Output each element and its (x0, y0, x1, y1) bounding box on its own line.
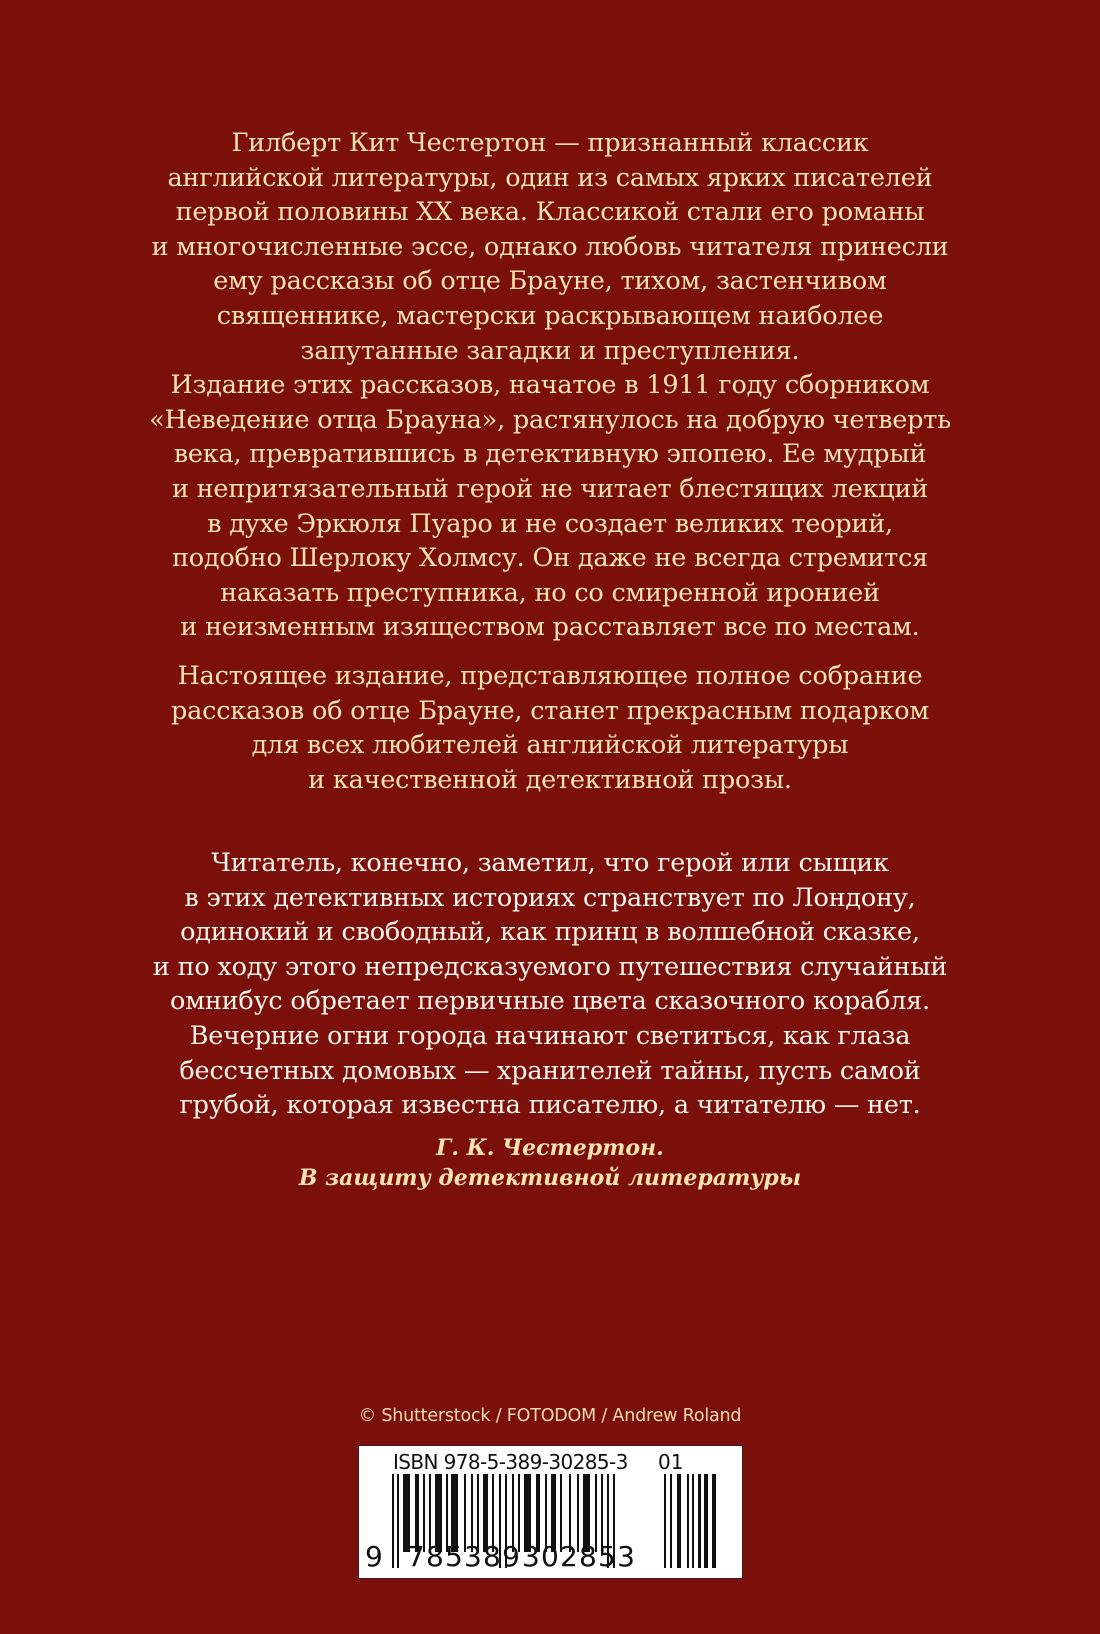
text-line: запутанные загадки и преступления. (300, 335, 800, 366)
text-line: и неизменным изяществом расставляет все по местам. (180, 612, 920, 643)
isbn-barcode (359, 1446, 742, 1578)
text-line: века, превратившись в детективную эпопею. Ее мудрый (173, 439, 927, 470)
text-line: первой половины XX века. Классикой стали его романы (175, 197, 925, 228)
quote-line: омнибус обретает первичные цвета сказочного корабля. (170, 986, 930, 1017)
text-line: английской литературы, один из самых ярких писателей (167, 162, 933, 193)
chesterton-quote (0, 846, 1100, 1123)
quote-line: в этих детективных историях странствует по Лондону, (184, 882, 916, 913)
text-line: священнике, мастерски раскрывающем наиболее (216, 300, 884, 331)
text-line: «Неведение отца Брауна», растянулось на добрую четверть (149, 404, 951, 435)
barcode-digits-left: 785389 (407, 1540, 522, 1573)
attribution-source: В защиту детективной литературы (298, 1165, 802, 1191)
text-line: и многочисленные эссе, однако любовь читателя принесли (151, 231, 949, 262)
quote-line: грубой, которая известна писателю, а читателю — нет. (179, 1090, 921, 1121)
barcode-digits-right: 302853 (522, 1540, 637, 1573)
text-line: наказать преступника, но со смиренной иронией (220, 577, 880, 608)
description-paragraph-2 (0, 659, 1100, 797)
isbn-label: ISBN 978-5-389-30285-3 (393, 1450, 628, 1474)
barcode-addon-label: 01 (658, 1450, 684, 1474)
quote-line: одинокий и свободный, как принц в волшебной сказке, (180, 917, 920, 948)
text-line: подобно Шерлоку Холмсу. Он даже не всегда стремится (171, 543, 929, 574)
text-line: для всех любителей английской литературы (251, 730, 849, 761)
text-line: и непритязательный герой не читает блестящих лекций (171, 473, 929, 504)
quote-attribution (0, 1133, 1100, 1193)
description-paragraph-1 (0, 126, 1100, 645)
barcode-digit-first: 9 (365, 1540, 385, 1573)
quote-line: бессчетных домовых — хранителей тайны, пусть самой (179, 1055, 921, 1086)
text-line: Гилберт Кит Честертон — признанный классик (231, 128, 869, 158)
attribution-author: Г. К. Честертон. (436, 1135, 664, 1161)
text-line: ему рассказы об отце Брауне, тихом, застенчивом (213, 266, 887, 297)
quote-line: Читатель, конечно, заметил, что герой или сыщик (211, 848, 889, 878)
quote-line: и по ходу этого непредсказуемого путешествия случайный (152, 951, 948, 982)
photo-credit: © Shutterstock / FOTODOM / Andrew Roland (358, 1406, 742, 1426)
text-line: и качественной детективной прозы. (308, 764, 792, 795)
quote-line: Вечерние огни города начинают светиться, как глаза (189, 1020, 911, 1051)
text-line: рассказов об отце Брауне, станет прекрасным подарком (171, 695, 929, 726)
text-line: Настоящее издание, представляющее полное собрание (177, 661, 923, 691)
text-line: в духе Эркюля Пуаро и не создает великих теорий, (207, 508, 893, 539)
text-line: Издание этих рассказов, начатое в 1911 году сборником (170, 370, 930, 401)
